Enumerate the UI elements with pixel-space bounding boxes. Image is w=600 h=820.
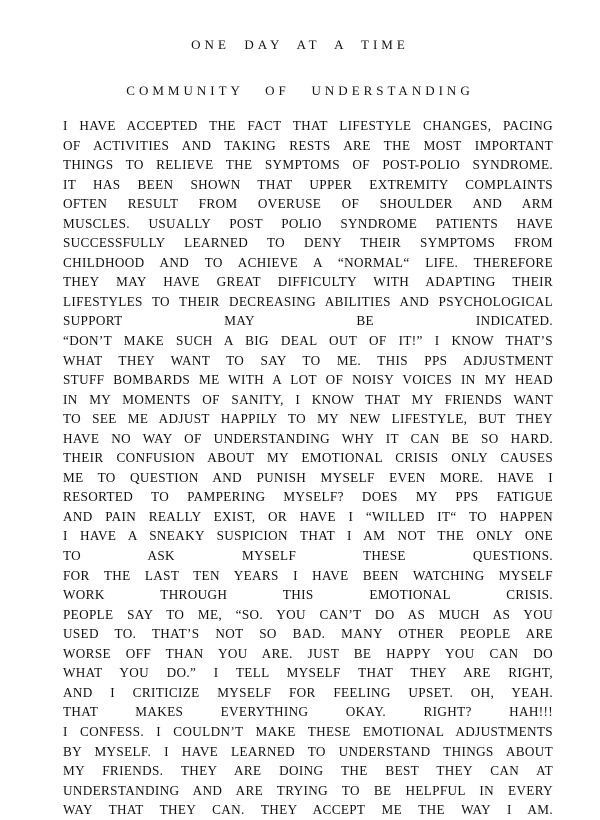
text-line: THEY MAY HAVE GREAT DIFFICULTY WITH ADAPTING THEIR: [63, 274, 553, 290]
text-line: AND I CRITICIZE MYSELF FOR FEELING UPSET. OH, YEAH.: [63, 684, 553, 700]
text-line: MUSCLES. USUALLY POST POLIO SYNDROME PATIENTS HAVE: [63, 215, 553, 231]
page-title: ONE DAY AT A TIME: [191, 37, 409, 52]
text-line: ME TO QUESTION AND PUNISH MYSELF EVEN MORE. HAVE I: [63, 469, 553, 485]
text-line: RESORTED TO PAMPERING MYSELF? DOES MY PPS FATIGUE: [63, 489, 553, 505]
text-line: THAT MAKES EVERYTHING OKAY. RIGHT? HAH!!!: [63, 704, 553, 720]
text-line: WAY THAT THEY CAN. THEY ACCEPT ME THE WAY I AM.: [63, 802, 553, 818]
text-line: AND PAIN REALLY EXIST, OR HAVE I “WILLED IT“ TO HAPPEN: [63, 508, 553, 524]
text-line: IN MY MOMENTS OF SANITY, I KNOW THAT MY FRIENDS WANT: [63, 391, 553, 407]
text-line: THEIR CONFUSION ABOUT MY EMOTIONAL CRISIS ONLY CAUSES: [63, 450, 553, 466]
text-line: THINGS TO RELIEVE THE SYMPTOMS OF POST-POLIO SYNDROME.: [63, 157, 553, 173]
text-line: CHILDHOOD AND TO ACHIEVE A “NORMAL“ LIFE. THEREFORE: [63, 254, 553, 270]
text-line: I HAVE ACCEPTED THE FACT THAT LIFESTYLE CHANGES, PACING: [63, 118, 553, 133]
section-subtitle: COMMUNITY OF UNDERSTANDING: [126, 83, 474, 98]
text-line: WORK THROUGH THIS EMOTIONAL CRISIS.: [63, 587, 553, 603]
body-text: [63, 116, 553, 820]
text-line: BY MYSELF. I HAVE LEARNED TO UNDERSTAND THINGS ABOUT: [63, 743, 553, 759]
text-line: TO SEE ME ADJUST HAPPILY TO MY NEW LIFESTYLE, BUT THEY: [63, 411, 553, 427]
text-line: “DON’T MAKE SUCH A BIG DEAL OUT OF IT!” I KNOW THAT’S: [63, 333, 553, 349]
text-line: TO ASK MYSELF THESE QUESTIONS.: [63, 548, 553, 564]
text-line: MY FRIENDS. THEY ARE DOING THE BEST THEY CAN AT: [63, 763, 553, 779]
text-line: LIFESTYLES TO THEIR DECREASING ABILITIES AND PSYCHOLOGICAL: [63, 293, 553, 309]
text-line: OF ACTIVITIES AND TAKING RESTS ARE THE MOST IMPORTANT: [63, 137, 553, 153]
text-line: I HAVE A SNEAKY SUSPICION THAT I AM NOT THE ONLY ONE: [63, 528, 553, 544]
text-line: I CONFESS. I COULDN’T MAKE THESE EMOTIONAL ADJUSTMENTS: [63, 723, 553, 739]
text-line: PEOPLE SAY TO ME, “SO. YOU CAN’T DO AS MUCH AS YOU: [63, 606, 553, 622]
text-line: FOR THE LAST TEN YEARS I HAVE BEEN WATCHING MYSELF: [63, 567, 553, 583]
text-line: WHAT THEY WANT TO SAY TO ME. THIS PPS ADJUSTMENT: [63, 352, 553, 368]
text-line: UNDERSTANDING AND ARE TRYING TO BE HELPFUL IN EVERY: [63, 782, 553, 798]
text-line: IT HAS BEEN SHOWN THAT UPPER EXTREMITY COMPLAINTS: [63, 176, 553, 192]
text-line: HAVE NO WAY OF UNDERSTANDING WHY IT CAN BE SO HARD.: [63, 430, 553, 446]
text-line: WHAT YOU DO.” I TELL MYSELF THAT THEY ARE RIGHT,: [63, 665, 553, 681]
text-line: USED TO. THAT’S NOT SO BAD. MANY OTHER PEOPLE ARE: [63, 626, 553, 642]
text-line: SUCCESSFULLY LEARNED TO DENY THEIR SYMPTOMS FROM: [63, 235, 553, 251]
text-line: OFTEN RESULT FROM OVERUSE OF SHOULDER AND ARM: [63, 196, 553, 212]
text-line: SUPPORT MAY BE INDICATED.: [63, 313, 553, 329]
text-line: WORSE OFF THAN YOU ARE. JUST BE HAPPY YOU CAN DO: [63, 645, 553, 661]
text-line: STUFF BOMBARDS ME WITH A LOT OF NOISY VOICES IN MY HEAD: [63, 372, 553, 388]
